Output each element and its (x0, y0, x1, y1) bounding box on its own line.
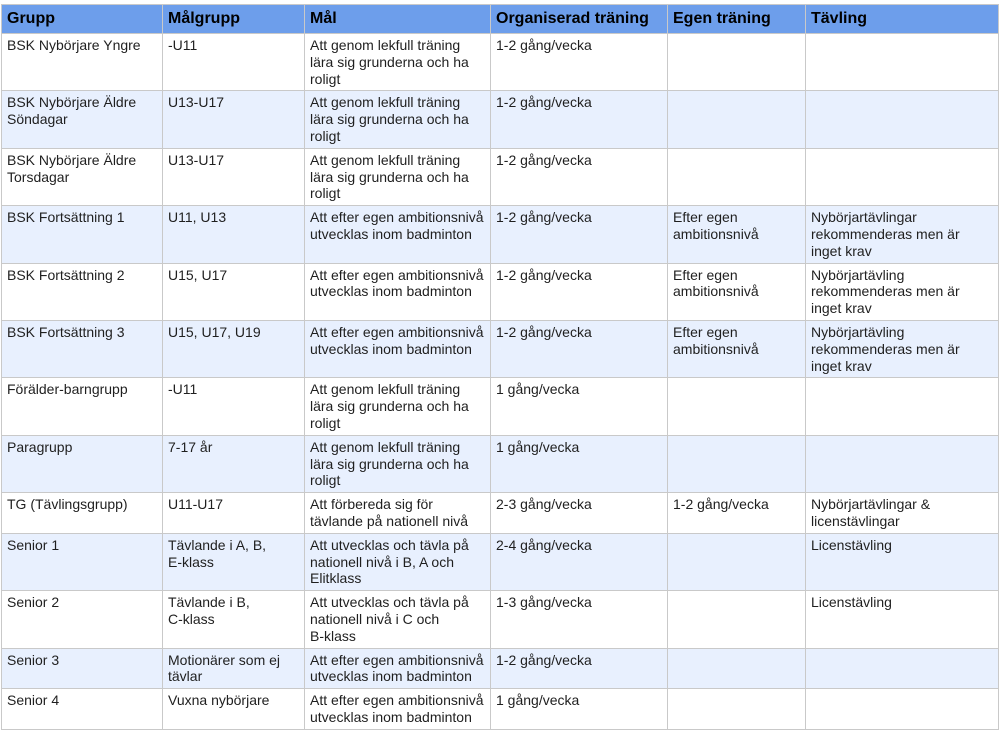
training-groups-table (1, 4, 999, 730)
cell-organiserad-traning[interactable]: 1 gång/vecka (491, 689, 668, 730)
header-malgrupp[interactable]: Målgrupp (163, 5, 305, 34)
cell-grupp[interactable]: Senior 1 (2, 533, 163, 590)
header-row (2, 5, 999, 34)
cell-tavling[interactable]: Licenstävling (806, 533, 999, 590)
cell-grupp[interactable]: Senior 3 (2, 648, 163, 689)
table-row (2, 591, 999, 648)
cell-tavling[interactable]: Licenstävling (806, 591, 999, 648)
cell-egen-traning[interactable] (668, 648, 806, 689)
cell-egen-traning[interactable] (668, 34, 806, 91)
cell-mal[interactable]: Att genom lekfull träning lära sig grunderna och ha roligt (305, 148, 491, 205)
cell-egen-traning[interactable] (668, 91, 806, 148)
cell-mal[interactable]: Att genom lekfull träning lära sig grunderna och ha roligt (305, 378, 491, 435)
cell-tavling[interactable]: Nybörjartävlingar rekommenderas men är inget krav (806, 206, 999, 263)
cell-malgrupp[interactable]: U13-U17 (163, 91, 305, 148)
cell-egen-traning[interactable]: Efter egen ambitionsnivå (668, 320, 806, 377)
cell-organiserad-traning[interactable]: 1-2 gång/vecka (491, 34, 668, 91)
table-row (2, 263, 999, 320)
cell-malgrupp[interactable]: Tävlande i B, C-klass (163, 591, 305, 648)
cell-grupp[interactable]: BSK Nybörjare Yngre (2, 34, 163, 91)
table-row (2, 435, 999, 492)
header-organiserad-traning[interactable]: Organiserad träning (491, 5, 668, 34)
cell-grupp[interactable]: BSK Fortsättning 2 (2, 263, 163, 320)
cell-malgrupp[interactable]: U15, U17 (163, 263, 305, 320)
cell-malgrupp[interactable]: -U11 (163, 378, 305, 435)
cell-egen-traning[interactable] (668, 591, 806, 648)
cell-organiserad-traning[interactable]: 1 gång/vecka (491, 378, 668, 435)
cell-mal[interactable]: Att genom lekfull träning lära sig grunderna och ha roligt (305, 34, 491, 91)
cell-mal[interactable]: Att genom lekfull träning lära sig grunderna och ha roligt (305, 435, 491, 492)
table-row (2, 378, 999, 435)
header-egen-traning[interactable]: Egen träning (668, 5, 806, 34)
cell-grupp[interactable]: Paragrupp (2, 435, 163, 492)
cell-egen-traning[interactable] (668, 689, 806, 730)
cell-malgrupp[interactable]: -U11 (163, 34, 305, 91)
cell-organiserad-traning[interactable]: 1-2 gång/vecka (491, 91, 668, 148)
cell-malgrupp[interactable]: Motionärer som ej tävlar (163, 648, 305, 689)
cell-malgrupp[interactable]: U11, U13 (163, 206, 305, 263)
cell-egen-traning[interactable] (668, 378, 806, 435)
cell-organiserad-traning[interactable]: 1 gång/vecka (491, 435, 668, 492)
cell-organiserad-traning[interactable]: 1-2 gång/vecka (491, 263, 668, 320)
header-mal[interactable]: Mål (305, 5, 491, 34)
cell-grupp[interactable]: BSK Nybörjare Äldre Torsdagar (2, 148, 163, 205)
header-tavling[interactable]: Tävling (806, 5, 999, 34)
cell-tavling[interactable]: Nybörjartävling rekommenderas men är inget krav (806, 320, 999, 377)
cell-grupp[interactable]: TG (Tävlingsgrupp) (2, 493, 163, 534)
cell-malgrupp[interactable]: U15, U17, U19 (163, 320, 305, 377)
cell-grupp[interactable]: Senior 4 (2, 689, 163, 730)
cell-grupp[interactable]: Förälder-barngrupp (2, 378, 163, 435)
cell-egen-traning[interactable]: Efter egen ambitionsnivå (668, 206, 806, 263)
table-row (2, 320, 999, 377)
cell-tavling[interactable] (806, 34, 999, 91)
cell-grupp[interactable]: Senior 2 (2, 591, 163, 648)
table-row (2, 689, 999, 730)
cell-egen-traning[interactable]: 1-2 gång/vecka (668, 493, 806, 534)
cell-egen-traning[interactable] (668, 435, 806, 492)
cell-tavling[interactable] (806, 689, 999, 730)
cell-organiserad-traning[interactable]: 1-2 gång/vecka (491, 320, 668, 377)
cell-organiserad-traning[interactable]: 1-3 gång/vecka (491, 591, 668, 648)
cell-organiserad-traning[interactable]: 1-2 gång/vecka (491, 648, 668, 689)
cell-mal[interactable]: Att efter egen ambitionsnivå utvecklas inom badminton (305, 320, 491, 377)
table-row (2, 493, 999, 534)
cell-egen-traning[interactable]: Efter egen ambitionsnivå (668, 263, 806, 320)
header-grupp[interactable]: Grupp (2, 5, 163, 34)
cell-tavling[interactable]: Nybörjartävling rekommenderas men är inget krav (806, 263, 999, 320)
cell-organiserad-traning[interactable]: 1-2 gång/vecka (491, 148, 668, 205)
cell-mal[interactable]: Att efter egen ambitionsnivå utvecklas inom badminton (305, 648, 491, 689)
table-row (2, 34, 999, 91)
cell-grupp[interactable]: BSK Nybörjare Äldre Söndagar (2, 91, 163, 148)
cell-organiserad-traning[interactable]: 1-2 gång/vecka (491, 206, 668, 263)
cell-grupp[interactable]: BSK Fortsättning 1 (2, 206, 163, 263)
cell-grupp[interactable]: BSK Fortsättning 3 (2, 320, 163, 377)
cell-tavling[interactable] (806, 91, 999, 148)
cell-tavling[interactable] (806, 148, 999, 205)
cell-tavling[interactable] (806, 435, 999, 492)
cell-egen-traning[interactable] (668, 148, 806, 205)
cell-mal[interactable]: Att utvecklas och tävla på nationell nivå i C och B-klass (305, 591, 491, 648)
cell-tavling[interactable] (806, 648, 999, 689)
cell-organiserad-traning[interactable]: 2-3 gång/vecka (491, 493, 668, 534)
cell-mal[interactable]: Att efter egen ambitionsnivå utvecklas inom badminton (305, 689, 491, 730)
cell-malgrupp[interactable]: U13-U17 (163, 148, 305, 205)
cell-malgrupp[interactable]: Vuxna nybörjare (163, 689, 305, 730)
cell-malgrupp[interactable]: 7-17 år (163, 435, 305, 492)
cell-tavling[interactable]: Nybörjartävlingar & licenstävlingar (806, 493, 999, 534)
cell-organiserad-traning[interactable]: 2-4 gång/vecka (491, 533, 668, 590)
table-row (2, 648, 999, 689)
table-row (2, 91, 999, 148)
cell-egen-traning[interactable] (668, 533, 806, 590)
table-row (2, 533, 999, 590)
cell-mal[interactable]: Att efter egen ambitionsnivå utvecklas inom badminton (305, 263, 491, 320)
table-row (2, 148, 999, 205)
cell-mal[interactable]: Att genom lekfull träning lära sig grunderna och ha roligt (305, 91, 491, 148)
cell-tavling[interactable] (806, 378, 999, 435)
cell-malgrupp[interactable]: U11-U17 (163, 493, 305, 534)
cell-malgrupp[interactable]: Tävlande i A, B, E-klass (163, 533, 305, 590)
cell-mal[interactable]: Att utvecklas och tävla på nationell nivå i B, A och Elitklass (305, 533, 491, 590)
cell-mal[interactable]: Att efter egen ambitionsnivå utvecklas inom badminton (305, 206, 491, 263)
cell-mal[interactable]: Att förbereda sig för tävlande på nationell nivå (305, 493, 491, 534)
table-row (2, 206, 999, 263)
